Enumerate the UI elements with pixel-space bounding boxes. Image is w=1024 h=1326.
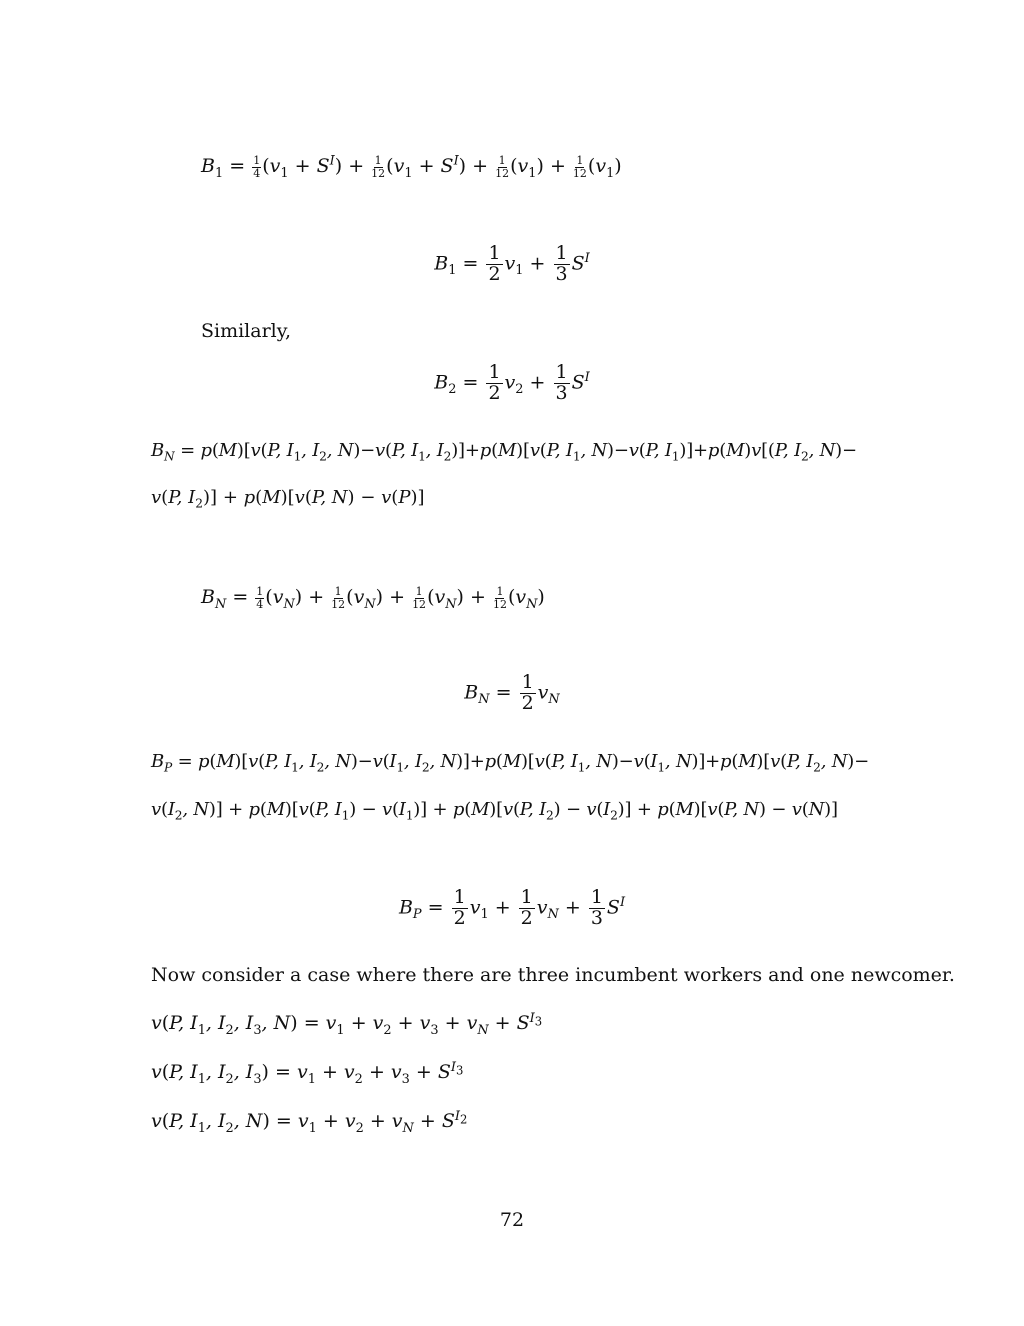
equation-bp-line2: $v(I_2$, N)] + p(M)[v(P, $I_1) - v(I_1)] + p(M)[v(P$, $I_2) - v(I_2)] + p(M)[v(P$, N) − v(N)] bbox=[151, 799, 838, 823]
equation-bp-simplified: $B_P$ = $\frac{1}{2}$ $v_1$ + $\frac{1}{2}$ $v_N$ + $\frac{1}{3}$ $S^I$ bbox=[398, 886, 626, 929]
text-similarly: Similarly, bbox=[201, 320, 291, 342]
equation-b1-simplified: $B_1$ = $\frac{1}{2}$ $v_1$ + $\frac{1}{3}$ $S^I$ bbox=[434, 242, 590, 285]
equation-v-p-i1-i2-i3: v(P, $I_1$, $I_2$, $I_3) = v_1 + v_2 + v_3 + S^{I_3}$ bbox=[151, 1059, 464, 1087]
equation-bn-expanded: $B_N$ = $\frac{1}{4}$ $(v_N)$ + $\frac{1}{12}$ $(v_N)$ + $\frac{1}{12}$ $(v_N)$ + $\frac{1}{12}$ $(v_N)$ bbox=[201, 585, 545, 612]
equation-b2: $B_2$ = $\frac{1}{2}$ $v_2$ + $\frac{1}{3}$ $S^I$ bbox=[434, 361, 590, 404]
page-number: 72 bbox=[499, 1209, 525, 1231]
text-now-consider: Now consider a case where there are three incumbent workers and one newcomer. bbox=[151, 964, 955, 986]
equation-v-p-i1-i2-i3-n: v(P, $I_1$, $I_2$, $I_3$, $N) = v_1 + v_2 + v_3 + v_N + S^{I_3}$ bbox=[151, 1010, 543, 1038]
equation-bp-line1: $B_P = p(M)[v(P$, $I_1$, $I_2$, $N)-v(I_1$, $I_2$, N)]+p(M)[v(P, $I_1$, $N)-v(I_1$, N)]+p(M)[v(P, $I_2$, N)− bbox=[151, 751, 870, 775]
equation-bn-line2: v(P, $I_2)] + p(M)[v(P$, N) − v(P)] bbox=[151, 487, 425, 511]
equation-v-p-i1-i2-n: v(P, $I_1$, $I_2$, $N) = v_1 + v_2 + v_N + S^{I_2}$ bbox=[151, 1108, 468, 1136]
equation-bn-simplified: $B_N$ = $\frac{1}{2}$ $v_N$ bbox=[464, 671, 560, 714]
equation-b1-expanded: $B_1$ = $\frac{1}{4}$ $(v_1 + S^I)$ + $\frac{1}{12}$ $(v_1 + S^I)$ + $\frac{1}{12}$ $(v_1)$ + $\frac{1}{12}$ $(v_1)$ bbox=[201, 153, 622, 181]
equation-bn-line1: $B_N = p(M)[v(P$, $I_1$, $I_2$, N)−v(P, $I_1$, $I_2)]+p(M)[v(P$, $I_1$, N)−v(P, $I_1)]+p(M)v[(P$, $I_2$, N)− bbox=[151, 440, 857, 464]
